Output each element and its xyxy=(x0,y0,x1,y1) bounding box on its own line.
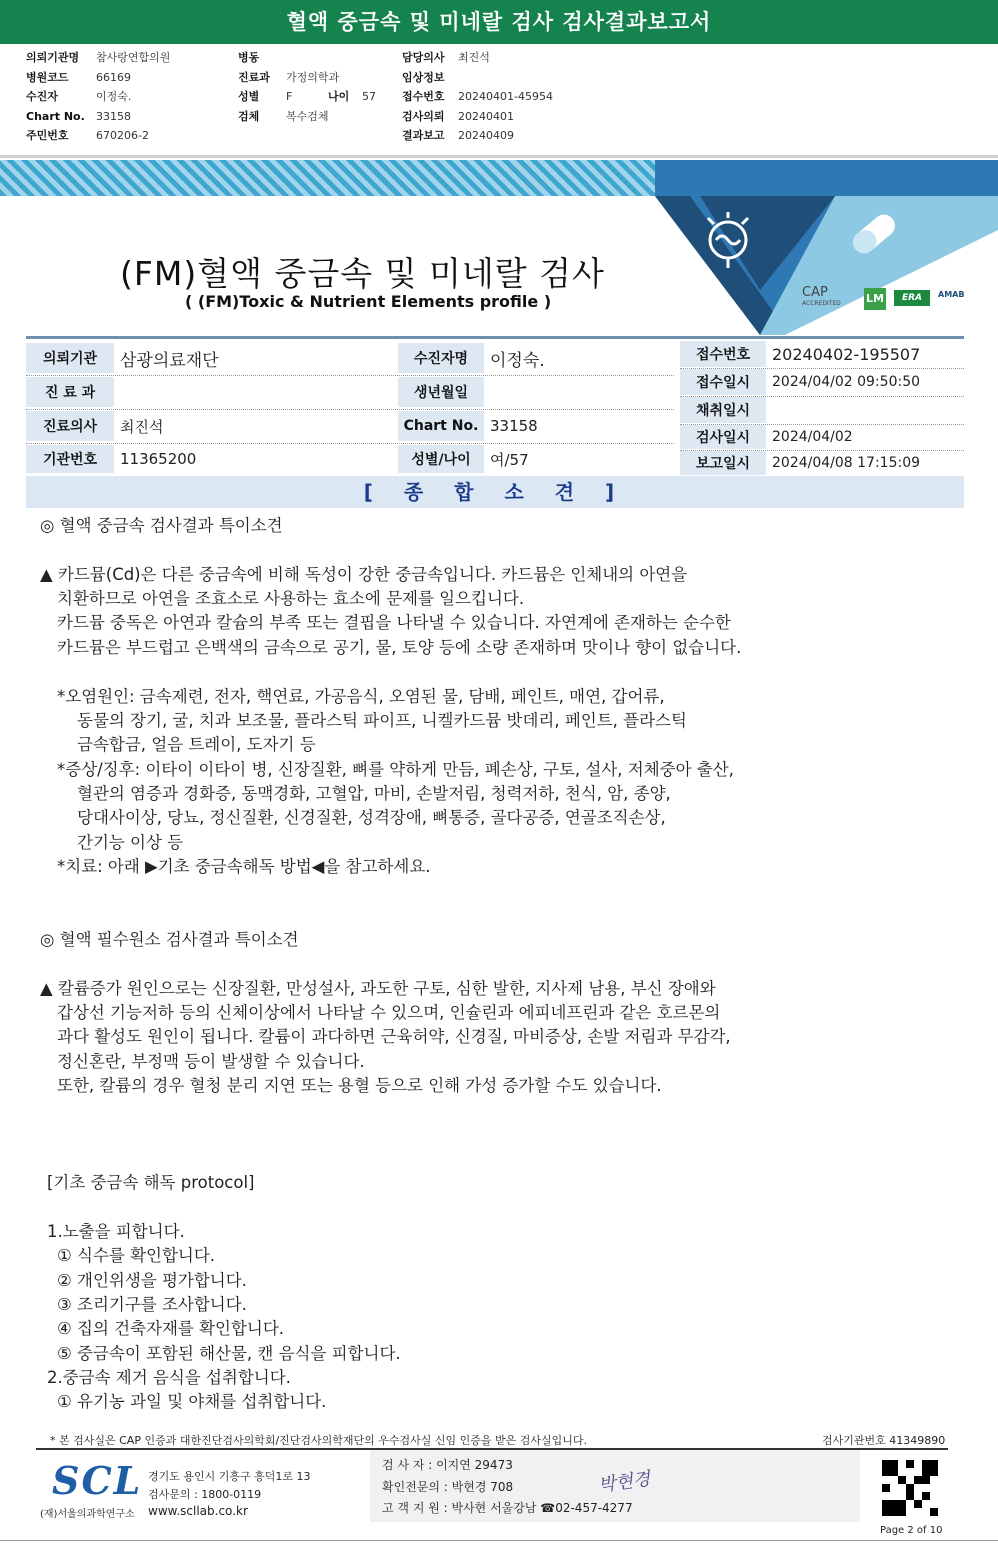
header-label: 성별 xyxy=(238,90,260,104)
doctor-value: 최진석 xyxy=(120,417,164,436)
amab-logo: AMAB xyxy=(938,290,965,299)
summary-line: 간기능 이상 등 xyxy=(77,833,184,852)
report-value: 2024/04/08 17:15:09 xyxy=(772,455,921,471)
cap-logo-text: CAP xyxy=(802,285,828,300)
summary-line: ① 유기농 과일 및 야채를 섭취합니다. xyxy=(57,1392,327,1411)
cap-logo xyxy=(802,285,841,307)
row-divider xyxy=(680,450,964,451)
recv-date-label: 접수일시 xyxy=(680,369,766,395)
header-value: 66169 xyxy=(96,70,131,84)
header-label: 접수번호 xyxy=(402,90,445,104)
header-value: 이정숙. xyxy=(96,90,132,104)
header-value: 참사랑연합의원 xyxy=(96,51,171,64)
customer-support: 고 객 지 원 : 박사현 서울강남 ☎02-457-4277 xyxy=(382,1501,633,1515)
name-label: 수진자명 xyxy=(398,343,484,373)
summary-line: ⑤ 중금속이 포함된 해산물, 캔 음식을 피합니다. xyxy=(57,1344,401,1363)
lm-logo: LM xyxy=(864,288,886,310)
birth-value xyxy=(484,377,674,407)
report-title-bar: 혈액 중금속 및 미네랄 검사 검사결과보고서 xyxy=(0,0,998,44)
sexage-value: 여/57 xyxy=(490,450,529,469)
page-number: Page 2 of 10 xyxy=(880,1525,943,1536)
recv-date-value: 2024/04/02 09:50:50 xyxy=(772,374,921,390)
header-label: 임상정보 xyxy=(402,70,445,84)
bottom-divider xyxy=(0,1540,998,1541)
header-value: 33158 xyxy=(96,109,131,123)
inst-no-label: 기관번호 xyxy=(26,445,114,473)
test-date-label: 검사일시 xyxy=(680,425,766,449)
row-divider xyxy=(26,375,674,376)
header-label: 병동 xyxy=(238,51,260,64)
summary-line: ② 개인위생을 평가합니다. xyxy=(57,1271,247,1290)
summary-line: ◎ 혈액 필수원소 검사결과 특이소견 xyxy=(40,930,299,949)
scl-logo: SCL xyxy=(52,1458,143,1503)
row-divider xyxy=(26,443,674,444)
header-value: 57 xyxy=(362,90,376,104)
header-value: 20240401-45954 xyxy=(458,90,553,104)
header-label: 진료과 xyxy=(238,70,270,84)
summary-line: ③ 조리기구를 조사합니다. xyxy=(57,1295,247,1314)
summary-line: *치료: 아래 ▶기초 중금속해독 방법◀을 참고하세요. xyxy=(57,857,431,876)
summary-line: 1.노출을 피합니다. xyxy=(47,1222,185,1241)
summary-line: 과다 활성도 원인이 됩니다. 칼륨이 과다하면 근육허약, 신경질, 마비증상, 손발 저림과 무감각, xyxy=(57,1027,731,1046)
chart-label: Chart No. xyxy=(398,411,484,441)
row-divider xyxy=(680,368,964,369)
header-label: 의뢰기관명 xyxy=(26,51,80,64)
row-divider xyxy=(26,409,674,410)
req-inst-value: 삼광의료재단 xyxy=(120,350,219,371)
specialist: 확인전문의 : 박현경 708 xyxy=(382,1480,514,1494)
summary-line: 2.중금속 제거 음식을 섭취합니다. xyxy=(47,1368,291,1387)
inst-no-value: 11365200 xyxy=(120,450,197,468)
header-label: 담당의사 xyxy=(402,51,445,64)
summary-header: [ 종 합 소 견 ] xyxy=(26,476,964,508)
header-label: 검체 xyxy=(238,109,260,123)
doctor-label: 진료의사 xyxy=(26,411,114,441)
dept-value xyxy=(114,377,394,407)
header-label: 나이 xyxy=(328,90,350,104)
patient-info-table xyxy=(26,336,964,472)
page-title: (FM)혈액 중금속 및 미네랄 검사 xyxy=(120,254,605,293)
qr-code-icon xyxy=(882,1460,938,1516)
header-label: 검사의뢰 xyxy=(402,109,445,123)
row-divider xyxy=(680,396,964,397)
summary-line: ◎ 혈액 중금속 검사결과 특이소견 xyxy=(40,516,283,535)
recv-no-label: 접수번호 xyxy=(680,341,766,367)
summary-line: 카드뮴 중독은 아연과 칼슘의 부족 또는 결핍을 나타낼 수 있습니다. 자연계에 존재하는 순수한 xyxy=(57,613,731,632)
tester: 검 사 자 : 이지연 29473 xyxy=(382,1458,513,1472)
header-value: 670206-2 xyxy=(96,129,149,143)
header-label: 결과보고 xyxy=(402,129,445,143)
header-label: 주민번호 xyxy=(26,129,69,143)
page-subtitle: ( (FM)Toxic & Nutrient Elements profile ) xyxy=(185,292,552,311)
footer-note: * 본 검사실은 CAP 인증과 대한진단검사의학회/진단검사의학재단의 우수검사실 신임 인증을 받은 검사실입니다. xyxy=(50,1434,588,1447)
header-value: 복수검체 xyxy=(286,109,329,123)
report-label: 보고일시 xyxy=(680,451,766,475)
summary-line: 동물의 장기, 굴, 치과 보조물, 플라스틱 파이프, 니켈카드뮴 밧데리, 페인트, 플라스틱 xyxy=(77,711,687,730)
cap-logo-sub: ACCREDITED xyxy=(802,300,841,307)
header-value: 가정의학과 xyxy=(286,70,340,84)
era-logo: ERA xyxy=(894,290,930,306)
header-value: 20240409 xyxy=(458,129,514,143)
lab-phone: 검사문의 : 1800-0119 xyxy=(148,1488,262,1501)
header-value: F xyxy=(286,90,293,104)
summary-line: 또한, 칼륨의 경우 혈청 분리 지연 또는 용혈 등으로 인해 가성 증가할 수도 있습니다. xyxy=(57,1076,662,1095)
lab-name: (재)서울의과학연구소 xyxy=(40,1509,135,1520)
summary-line: ① 식수를 확인합니다. xyxy=(57,1246,216,1265)
collect-label: 채취일시 xyxy=(680,397,766,423)
name-value: 이정숙. xyxy=(490,350,545,371)
summary-line: 카드뮴은 부드럽고 은백색의 금속으로 공기, 물, 토양 등에 소량 존재하며 맛이나 향이 없습니다. xyxy=(57,638,742,657)
header-divider xyxy=(0,155,998,158)
summary-line: 갑상선 기능저하 등의 신체이상에서 나타날 수 있으며, 인슐린과 에피네프린과 같은 호르몬의 xyxy=(57,1003,721,1022)
row-divider xyxy=(680,424,964,425)
summary-line: *오염원인: 금속제련, 전자, 핵연료, 가공음식, 오염된 물, 담배, 페인트, 매연, 갑어류, xyxy=(57,687,665,706)
summary-line: 혈관의 염증과 경화증, 동맥경화, 고혈압, 마비, 손발저림, 청력저하, 천식, 암, 종양, xyxy=(77,784,671,803)
signature: 박현경 xyxy=(597,1468,652,1497)
birth-label: 생년월일 xyxy=(398,377,484,407)
summary-line: 금속합금, 얼음 트레이, 도자기 등 xyxy=(77,735,316,754)
header-label: 병원코드 xyxy=(26,70,69,84)
summary-line: [기초 중금속 해독 protocol] xyxy=(47,1173,255,1192)
header-label: 수진자 xyxy=(26,90,58,104)
summary-line: 정신혼란, 부정맥 등이 발생할 수 있습니다. xyxy=(57,1052,365,1071)
header-value: 최진석 xyxy=(458,51,490,64)
sexage-label: 성별/나이 xyxy=(398,445,484,473)
header-value: 20240401 xyxy=(458,109,514,123)
chart-value: 33158 xyxy=(490,417,538,435)
banner-top-band xyxy=(655,160,998,196)
header-col-3 xyxy=(402,48,553,146)
header-col-2 xyxy=(238,48,376,126)
collect-value xyxy=(766,397,964,423)
lab-website: www.scllab.co.kr xyxy=(148,1504,248,1518)
summary-line: 당대사이상, 당뇨, 정신질환, 신경질환, 성격장애, 뼈통증, 골다공증, 연골조직손상, xyxy=(77,808,666,827)
recv-no-value: 20240402-195507 xyxy=(772,344,921,364)
footer-inst-no: 검사기관번호 41349890 xyxy=(822,1434,946,1447)
summary-line: *증상/징후: 이타이 이타이 병, 신장질환, 뼈를 약하게 만듬, 폐손상, 구토, 설사, 저체중아 출산, xyxy=(57,760,734,779)
summary-line: ▲ 카드뮴(Cd)은 다른 중금속에 비해 독성이 강한 중금속입니다. 카드뮴은 인체내의 아연을 xyxy=(40,565,688,584)
test-date-value: 2024/04/02 xyxy=(772,429,853,445)
lab-address: 경기도 용인시 기흥구 흥덕1로 13 xyxy=(148,1470,311,1483)
header-label: Chart No. xyxy=(26,109,85,123)
header-col-1 xyxy=(26,48,170,146)
summary-line: ④ 집의 건축자재를 확인합니다. xyxy=(57,1319,285,1338)
summary-line: ▲ 칼륨증가 원인으로는 신장질환, 만성설사, 과도한 구토, 심한 발한, 지사제 남용, 부신 장애와 xyxy=(40,979,716,998)
dept-label: 진 료 과 xyxy=(26,377,114,407)
summary-line: 치환하므로 아연을 조효소로 사용하는 효소에 문제를 일으킵니다. xyxy=(57,589,525,608)
req-inst-label: 의뢰기관 xyxy=(26,343,114,373)
